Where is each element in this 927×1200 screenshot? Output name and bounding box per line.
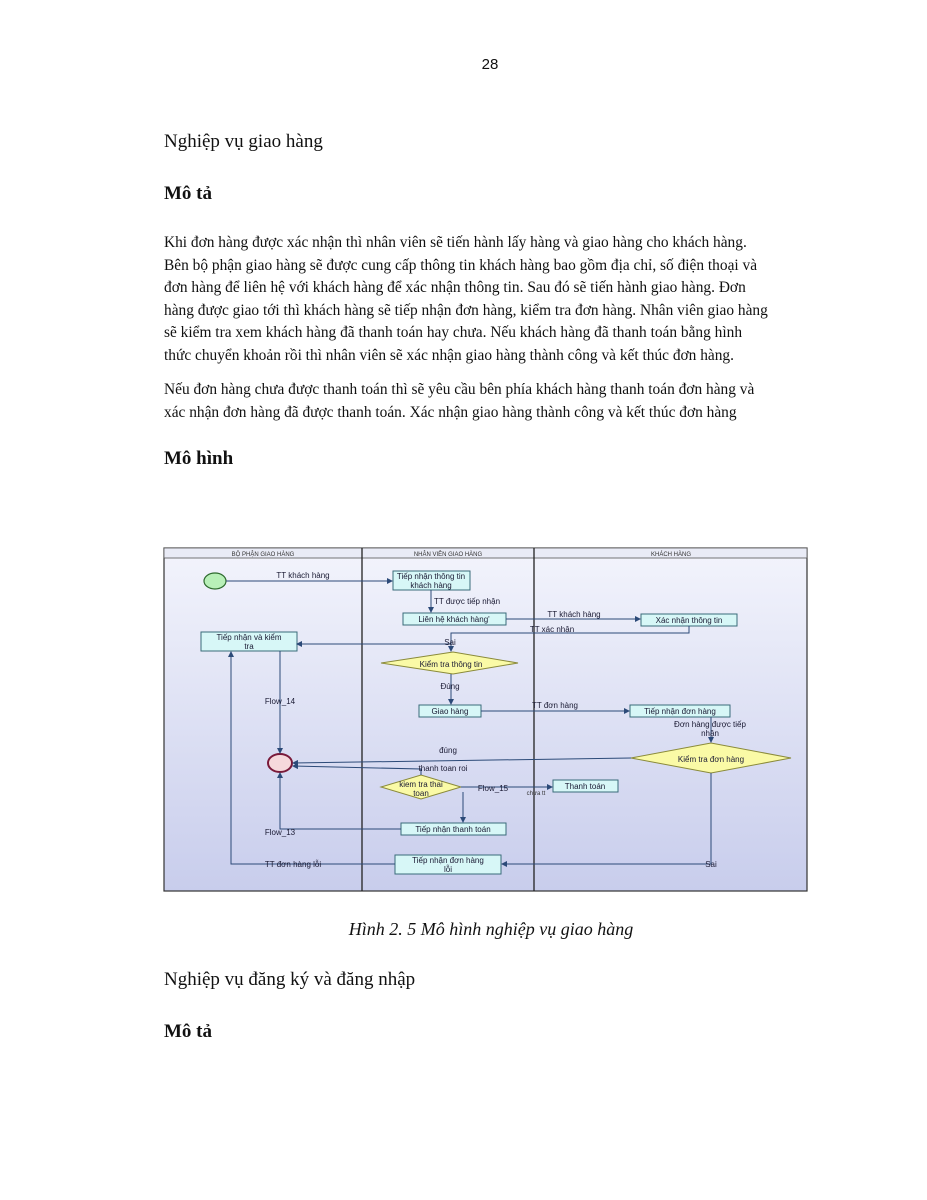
task-label: khách hàng (410, 581, 452, 590)
flow-label: đúng (439, 746, 457, 755)
task-label: lỗi (443, 865, 453, 874)
section-title: Nghiệp vụ giao hàng (164, 131, 323, 152)
paragraph-line: Khi đơn hàng được xác nhận thì nhân viên sẽ tiến hành lấy hàng và giao hàng cho khách hàng. (164, 234, 747, 251)
task-label: Giao hàng (431, 707, 469, 716)
description-heading-register: Mô tả (164, 1021, 213, 1042)
paragraph-line: hàng được giao tới thì khách hàng sẽ tiếp nhận đơn hàng, kiểm tra đơn hàng. Nhân viên giao hàng (164, 301, 768, 319)
paragraph-line: sẽ kiểm tra xem khách hàng đã thanh toán hay chưa. Nếu khách hàng đã thanh toán bằng hình (164, 324, 743, 341)
paragraph-line: đơn hàng để liên hệ với khách hàng để xác nhận thông tin. Sau đó sẽ tiến hành giao hàng. Đơn (164, 279, 746, 296)
figure-caption: Hình 2. 5 Mô hình nghiệp vụ giao hàng (348, 919, 634, 939)
end-event (268, 754, 292, 772)
paragraph-line: Nếu đơn hàng chưa được thanh toán thì sẽ yêu cầu bên phía khách hàng thanh toán đơn hàng và (164, 381, 755, 398)
task-label: Tiếp nhận đơn hàng (412, 856, 484, 865)
task-label: Liên hệ khách hàng' (418, 615, 490, 624)
gateway-label: toan (413, 789, 429, 798)
lane-label-delivery-dept: BỘ PHẬN GIAO HÀNG (231, 552, 295, 558)
flow-label: Đúng (440, 682, 460, 691)
model-heading: Mô hình (164, 448, 234, 469)
task-label: Tiếp nhận thông tin (396, 572, 466, 581)
flow-label: TT khách hàng (276, 571, 330, 580)
lane-label-customer: KHÁCH HÀNG (650, 552, 692, 558)
flow-label: Flow_13 (264, 828, 296, 837)
flow-label: Đơn hàng được tiếp (674, 720, 746, 729)
flow-label: thanh toan roi (418, 764, 468, 773)
description-heading: Mô tả (164, 183, 213, 204)
task-label: Tiếp nhận đơn hàng (644, 707, 716, 716)
gateway-label: kiem tra thai (399, 780, 443, 789)
task-label: tra (244, 642, 254, 651)
flow-label: Flow_15 (477, 784, 509, 793)
gateway-label: Kiểm tra đơn hàng (677, 755, 745, 764)
flow-label: nhận (701, 729, 719, 738)
lane-label-delivery-staff: NHÂN VIÊN GIAO HÀNG (413, 552, 483, 558)
task-label: Tiếp nhận và kiểm (216, 633, 282, 642)
task-label: Tiếp nhận thanh toán (415, 825, 491, 834)
paragraph-line: Bên bộ phận giao hàng sẽ được cung cấp thông tin khách hàng bao gồm địa chỉ, số điện thoại và (164, 256, 758, 274)
start-event (204, 573, 226, 589)
flow-label: Sai (705, 860, 717, 869)
flow-label: TT khách hàng (547, 610, 601, 619)
gateway-label: Kiểm tra thông tin (419, 660, 483, 669)
flow-label: chưa tt (526, 791, 546, 797)
flow-label: TT xác nhận (529, 625, 575, 634)
description-paragraph-2 (164, 379, 814, 424)
flow-label: TT được tiếp nhận (433, 597, 501, 606)
description-paragraph-1 (164, 232, 814, 367)
paragraph-line: thức chuyển khoản rồi thì nhân viên sẽ xác nhận giao hàng thành công và kết thúc đơn hàng. (164, 346, 734, 364)
flow-label: Sai (444, 638, 456, 647)
paragraph-line: xác nhận đơn hàng đã được thanh toán. Xác nhận giao hàng thành công và kết thúc đơn hàng (164, 403, 737, 421)
flow-label: TT đơn hàng lỗi (264, 860, 322, 869)
task-label: Thanh toán (564, 782, 606, 791)
task-label: Xác nhận thông tin (655, 616, 723, 625)
section-title-register: Nghiệp vụ đăng ký và đăng nhập (164, 969, 416, 990)
page-number: 28 (481, 56, 499, 73)
flow-label: TT đơn hàng (531, 701, 579, 710)
flow-label: Flow_14 (264, 697, 296, 706)
bpmn-delivery-diagram (163, 547, 808, 892)
